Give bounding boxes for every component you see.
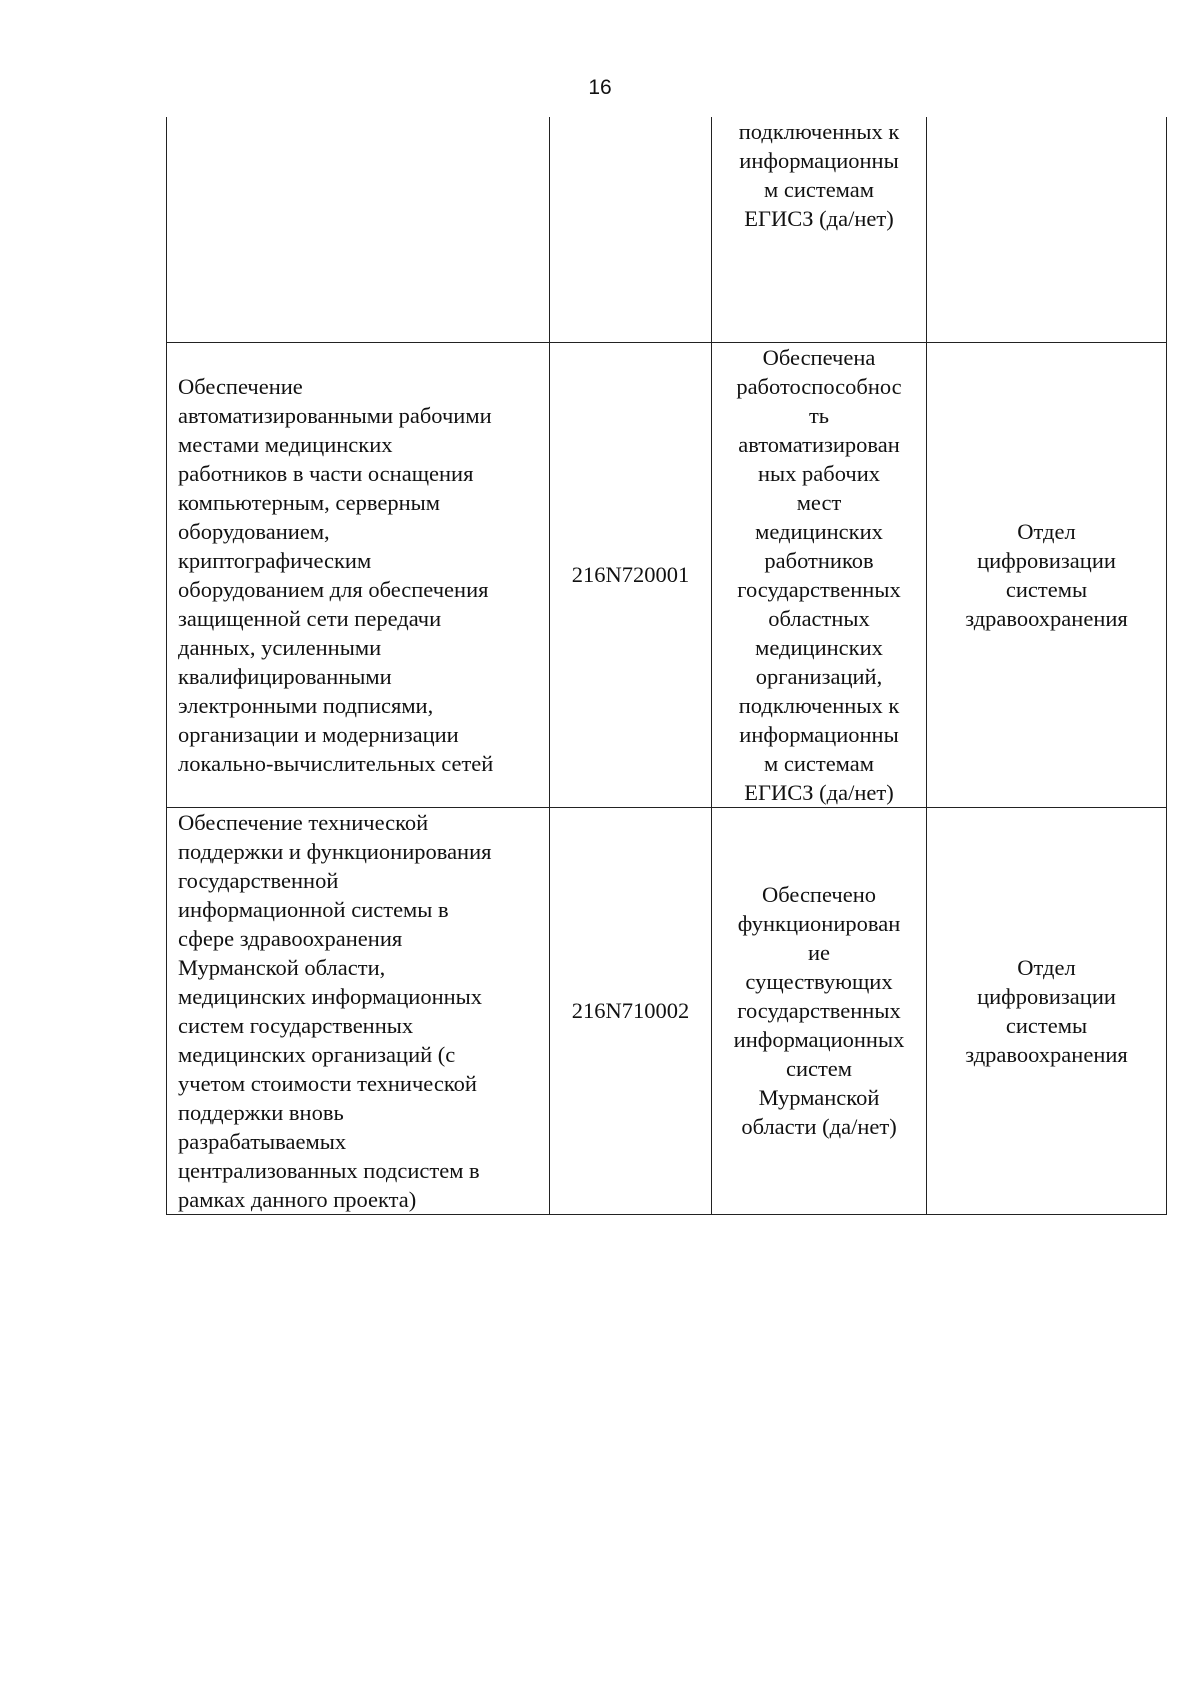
measure-name-cell [167,342,550,807]
responsible-department: Отдел цифровизации системы здравоохранения [965,954,1128,1067]
responsible-department-cell [927,117,1167,342]
measure-result: подключенных к информационны м системам ЕГИСЗ (да/нет) [738,119,900,231]
table-row [167,117,1167,342]
measure-result-cell [712,117,927,342]
responsible-department-cell [927,342,1167,807]
measure-name-cell [167,807,550,1214]
measure-code-cell [550,342,712,807]
measure-result: Обеспечено функционирован ие существующих государственных информационных систем Мурманской области (да/нет) [733,882,905,1139]
measure-name: Обеспечение автоматизированными рабочими местами медицинских работников в части оснащения компьютерным, серверным оборудованием, криптографическим оборудованием для обеспечения защищенной сети передачи данных, усиленными квалифицированными электронными подписями, организации и модернизации локально-вычислительных сетей [178,373,494,776]
measure-name: Обеспечение технической поддержки и функционирования государственной информационной системы в сфере здравоохранения Мурманской области, медицинских информационных систем государственных медицинских организаций (с учетом стоимости технической поддержки вновь разрабатываемых централизованных подсистем в рамках данного проекта) [178,809,492,1212]
measure-code: 216N710002 [571,998,690,1023]
table-row [167,807,1167,1214]
responsible-department-cell [927,807,1167,1214]
measure-result-cell [712,342,927,807]
measure-result-cell [712,807,927,1214]
responsible-department: Отдел цифровизации системы здравоохранения [965,518,1128,631]
measure-name-cell [167,117,550,342]
measure-code: 216N720001 [571,562,690,587]
measure-result: Обеспечена работоспособнос ть автоматизирован ных рабочих мест медицинских работников государственных областных медицинских организаций, подключенных к информационны м системам ЕГИСЗ (да/нет) [736,344,902,805]
measure-code-cell [550,807,712,1214]
page-number: 16 [588,76,612,99]
measures-table [166,117,1167,1215]
table-row [167,342,1167,807]
measure-code-cell [550,117,712,342]
